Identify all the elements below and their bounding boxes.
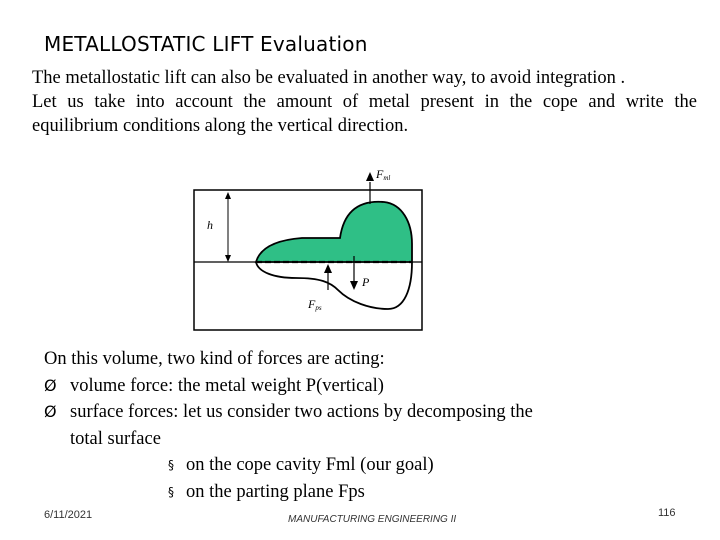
h-arrow-bottom xyxy=(225,255,231,262)
cope-metal-region xyxy=(256,202,412,262)
label-fml: Fml xyxy=(376,167,391,182)
sub-bullet-text: on the parting plane Fps xyxy=(186,481,365,502)
mold-diagram xyxy=(190,164,430,336)
footer-course: MANUFACTURING ENGINEERING II xyxy=(288,514,457,525)
sub-bullet-item xyxy=(44,452,684,479)
square-bullet-icon: § xyxy=(168,484,174,499)
arrow-bullet-icon: Ø xyxy=(44,402,57,421)
slide-title: METALLOSTATIC LIFT Evaluation xyxy=(44,32,368,56)
fml-arrow-head xyxy=(366,172,374,181)
label-fps: Fps xyxy=(308,297,322,312)
intro-text xyxy=(32,66,697,138)
label-p: P xyxy=(362,275,370,289)
bullet-item xyxy=(44,399,684,426)
p-arrow-head xyxy=(350,281,358,290)
fps-arrow-head xyxy=(324,264,332,273)
page-number: 116 xyxy=(658,507,676,519)
label-h: h xyxy=(207,218,213,232)
forces-section xyxy=(44,346,684,505)
sub-bullet-text: on the cope cavity Fml (our goal) xyxy=(186,455,434,475)
bullet-item xyxy=(44,373,684,400)
footer-date: 6/11/2021 xyxy=(44,509,93,521)
square-bullet-icon: § xyxy=(168,458,174,472)
bullet-text: surface forces: let us consider two actions by decomposing the xyxy=(70,402,533,422)
h-arrow-top xyxy=(225,192,231,199)
forces-intro: On this volume, two kind of forces are acting: xyxy=(44,349,385,369)
bullet-continuation: total surface xyxy=(70,428,161,449)
intro-paragraph-1: The metallostatic lift can also be evaluated in another way, to avoid integration . xyxy=(32,68,626,88)
drag-casting-outline xyxy=(256,262,412,309)
bullet-text: volume force: the metal weight P(vertical) xyxy=(70,375,384,396)
intro-paragraph-2: Let us take into account the amount of metal present in the cope and write the equilibrium conditions along the vertical direction. xyxy=(32,92,697,136)
arrow-bullet-icon: Ø xyxy=(44,375,57,395)
sub-bullet-item xyxy=(44,479,684,506)
